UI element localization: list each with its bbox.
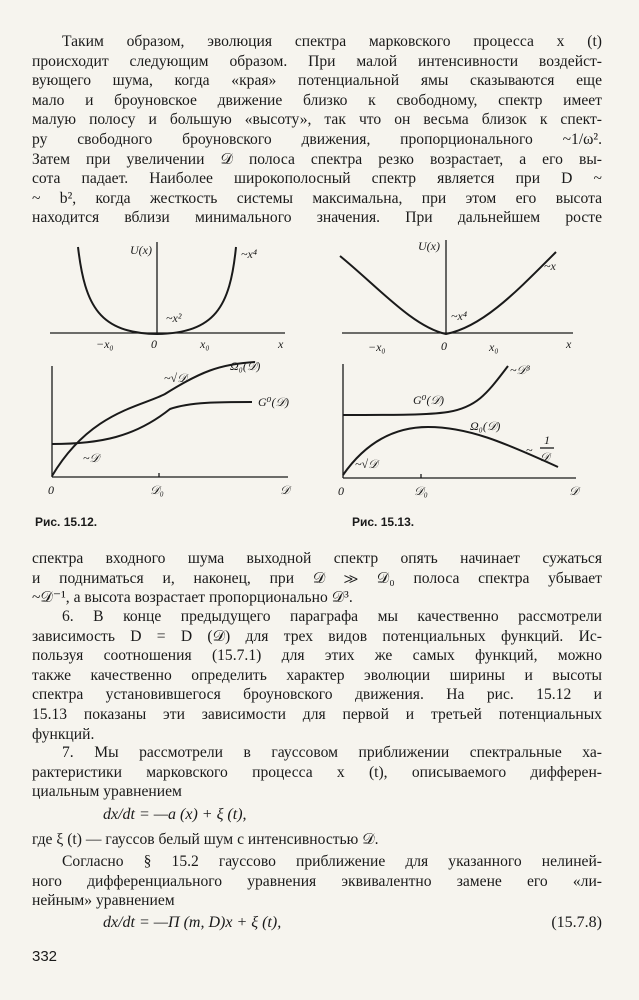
label-inv-tilde: ~ <box>526 443 533 457</box>
label-omega: Ω₀(𝒟) <box>470 419 501 433</box>
text-line: нейным» уравнением <box>32 892 175 910</box>
text-line: спектра установившегося броуновского движения. На рис. 15.12 и <box>32 686 602 704</box>
equation-2-number: (15.7.8) <box>551 914 602 931</box>
text-line: рактеристики марковского процесса x (t), описываемого дифферен- <box>32 763 602 781</box>
xlabel: 𝒟 <box>280 483 290 497</box>
text-line: Таким образом, эволюция спектра марковского процесса x (t) <box>62 33 602 50</box>
text-line: происходит следующим образом. При малой интенсивности воздейст- <box>32 52 602 70</box>
equation-2: dx/dt = —Π (m, D)x + ξ (t), <box>103 914 282 931</box>
potential-curve <box>340 252 556 334</box>
label-sqrt: ~√𝒟 <box>164 371 187 385</box>
label-cube: ~𝒟³ <box>510 363 530 377</box>
g0-curve <box>343 366 508 415</box>
paragraph-top <box>32 32 602 228</box>
tick-x0: x₀ <box>489 340 499 354</box>
figure-15-12 <box>30 232 305 507</box>
text-line: ~𝒟⁻¹, а высота возрастает пропорционально 𝒟³. <box>32 589 353 607</box>
text-line: ру свободного броуновского движения, пропорционального ~1/ω². <box>32 130 602 148</box>
xlabel: 𝒟 <box>569 484 579 498</box>
text-line: 7. Мы рассмотрели в гауссовом приближении спектральные ха- <box>62 744 602 761</box>
label-abs: ~x <box>544 259 556 273</box>
label-quartic: ~x⁴ <box>241 247 257 261</box>
label-g0: G⁰(𝒟) <box>258 395 290 409</box>
label-quartic: ~x⁴ <box>451 309 467 323</box>
ylabel: U(x) <box>130 243 152 257</box>
text-line: функций. <box>32 725 95 743</box>
label-linear: ~𝒟 <box>83 451 100 465</box>
text-line: пользуя соотношения (15.7.1) для этих же самых функций, можно <box>32 647 602 665</box>
text-line: где ξ (t) — гауссов белый шум с интенсивностью 𝒟. <box>32 831 379 848</box>
tick-d0: 𝒟₀ <box>414 484 428 498</box>
paragraph-7 <box>32 743 602 802</box>
text-line: зависимость D = D (𝒟) для трех видов потенциальных функций. Ис- <box>32 627 602 645</box>
text-line: циальным уравнением <box>32 783 182 801</box>
page-number: 332 <box>32 948 58 965</box>
tick-zero: 0 <box>338 484 344 498</box>
text-line: и подниматься и, наконец, при 𝒟 ≫ 𝒟₀ полоса спектра убывает <box>32 569 602 587</box>
equation-1: dx/dt = —a (x) + ξ (t), <box>103 806 247 823</box>
label-quadratic: ~x² <box>166 311 182 325</box>
paragraph-8 <box>32 852 602 911</box>
caption-15-12: Рис. 15.12. <box>35 515 98 529</box>
figure-15-13 <box>318 232 608 507</box>
paragraph-6 <box>32 607 602 744</box>
caption-15-13: Рис. 15.13. <box>352 515 415 529</box>
text-line: Затем при увеличении 𝒟 полоса спектра резко возрастает, а его вы- <box>32 150 602 168</box>
tick-d0: 𝒟₀ <box>150 483 164 497</box>
line-where <box>32 830 602 850</box>
text-line: малую полосу и большую «высоту», так что он весьма близок к спект- <box>32 111 602 129</box>
tick-neg-x0: −x₀ <box>96 337 114 351</box>
label-g0: G⁰(𝒟) <box>413 393 445 407</box>
paragraph-after <box>32 549 602 608</box>
text-line: сота падает. Наиболее широкополосный спектр является при D ~ <box>32 170 602 188</box>
text-line: Согласно § 15.2 гауссово приближение для указанного нелиней- <box>62 853 602 870</box>
xlabel: x <box>566 337 572 351</box>
tick-zero: 0 <box>48 483 54 497</box>
text-line: ного дифференциального уравнения эквивалентно замене его «ли- <box>32 872 602 890</box>
text-line: 6. В конце предыдущего параграфа мы качественно рассмотрели <box>62 608 602 625</box>
ylabel: U(x) <box>418 239 440 253</box>
text-line: 15.13 показаны эти зависимости для первой и третьей потенциальных <box>32 705 602 723</box>
label-sqrt: ~√𝒟 <box>355 457 378 471</box>
text-line: спектра входного шума выходной спектр опять начинает сужаться <box>32 550 602 567</box>
text-line: мало и броуновское движение близко к свободному, спектр имеет <box>32 91 602 109</box>
tick-zero: 0 <box>151 337 157 351</box>
text-line: находится вблизи минимального значения. При дальнейшем росте <box>32 209 602 227</box>
label-inv-num: 1 <box>544 433 550 447</box>
text-line: вующего шума, когда «края» потенциальной ямы сказываются еще <box>32 72 602 90</box>
text-line: ~ b², когда жесткость системы максимальна, при этом его высота <box>32 189 602 207</box>
tick-neg-x0: −x₀ <box>368 340 386 354</box>
tick-x0: x₀ <box>200 337 210 351</box>
tick-zero: 0 <box>441 339 447 353</box>
xlabel: x <box>278 337 284 351</box>
label-omega: Ω₀(𝒟) <box>230 359 261 373</box>
label-inv-den: 𝒟 <box>540 450 550 464</box>
text-line: также качественно определить характер эволюции ширины и высоты <box>32 666 602 684</box>
